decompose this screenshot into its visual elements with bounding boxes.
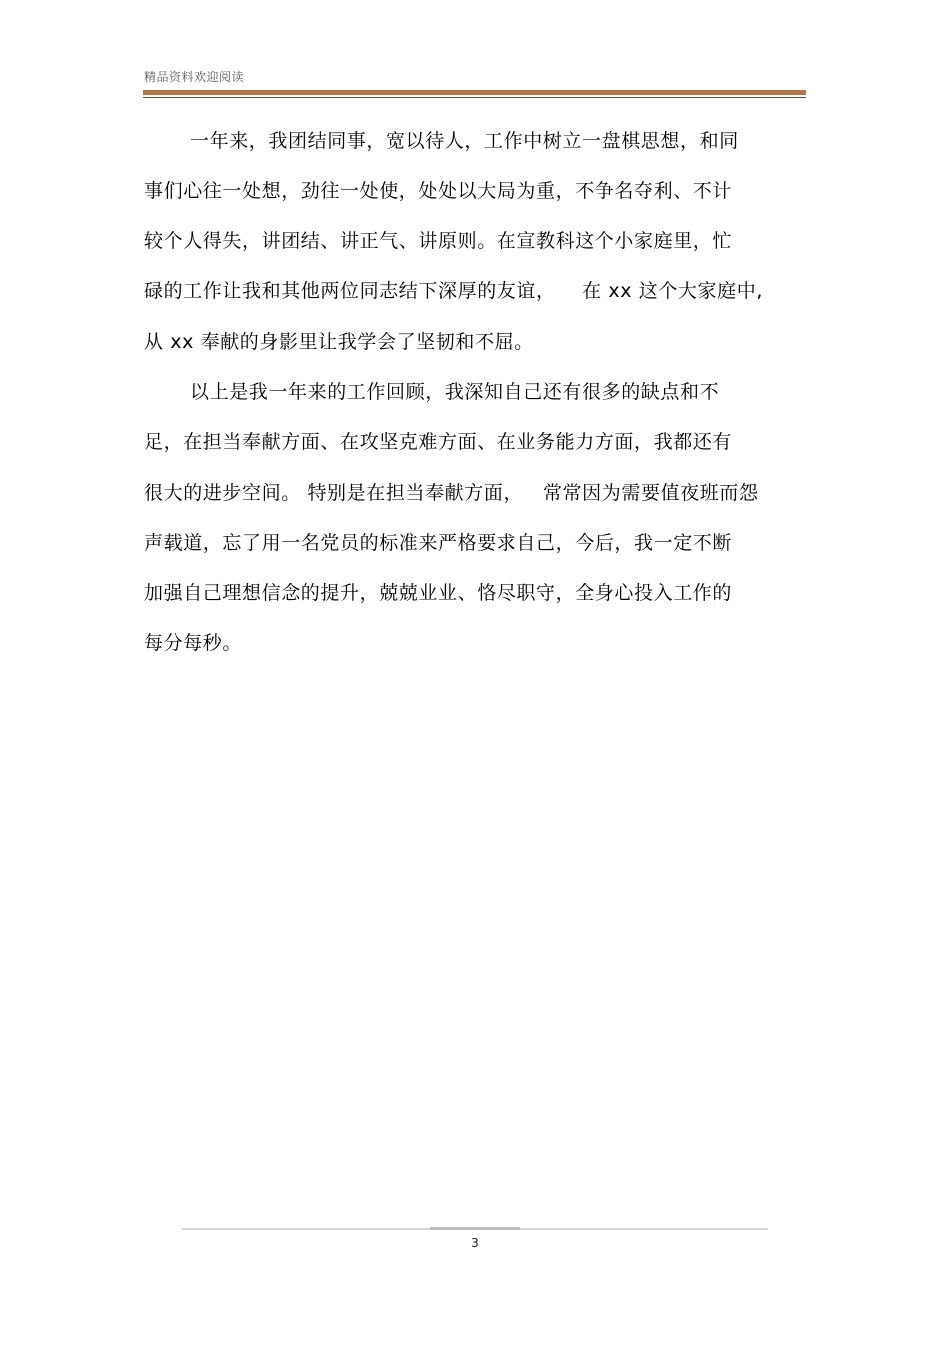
- paragraph-2-line-4: 声载道，忘了用一名党员的标准来严格要求自己，今后，我一定不断: [144, 532, 733, 554]
- paragraph-2-line-3: 很大的进步空间。 特别是在担当奉献方面， 常常因为需要值夜班而怨: [144, 482, 759, 504]
- header-text: 精品资料欢迎阅读: [144, 70, 245, 84]
- header-rule: [143, 90, 806, 95]
- paragraph-2-line-2: 足，在担当奉献方面、在攻坚克难方面、在业务能力方面，我都还有: [144, 431, 733, 453]
- paragraph-1-line-5: 从 xx 奉献的身影里让我学会了坚韧和不屈。: [144, 331, 534, 353]
- paragraph-1-line-1: 一年来，我团结同事，宽以待人，工作中树立一盘棋思想，和同: [190, 130, 739, 152]
- paragraph-2-line-1: 以上是我一年来的工作回顾，我深知自己还有很多的缺点和不: [190, 381, 720, 403]
- paragraph-1-line-4: 碌的工作让我和其他两位同志结下深厚的友谊， 在 xx 这个大家庭中,: [144, 280, 763, 302]
- paragraph-1-line-3: 较个人得失，讲团结、讲正气、讲原则。在宣教科这个小家庭里，忙: [144, 230, 733, 252]
- page-number: 3: [471, 1236, 479, 1250]
- paragraph-1-line-2: 事们心往一处想，劲往一处使，处处以大局为重，不争名夺利、不计: [144, 180, 733, 202]
- footer-rule-accent: [430, 1227, 520, 1230]
- paragraph-2-line-5: 加强自己理想信念的提升，兢兢业业、恪尽职守，全身心投入工作的: [144, 582, 733, 604]
- paragraph-2-line-6: 每分每秒。: [144, 632, 243, 654]
- header-rule-thin: [143, 97, 806, 98]
